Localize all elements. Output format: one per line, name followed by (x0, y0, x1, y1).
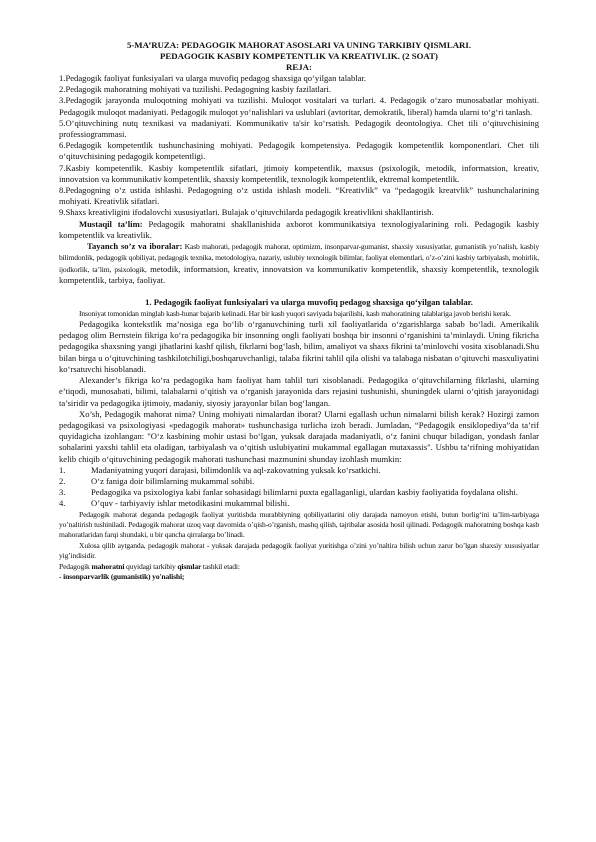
paragraph-alexander: Alexander’s fikriga ko‘ra pedagogika ham faoliyat ham tahlil turi xisoblanadi. Pedagogika o‘qituvchilarning fikrlashi, ularning e’tiqodi, munosabati, bilimi, talabalarni o‘qitish va o‘rganish jarayonida dars rejasini tushunishi, shuningdek ularni o‘qitish jarayonidagi ta’siridir va pedagogika ijtimoiy, madaniy, siyosiy jarayonlar bilan bog‘langan. (59, 375, 539, 408)
plan-item-5: 5.O‘qituvchining nutq texnikasi va madaniyati. Kommunikativ ta'sir ko‘rsatish. Pedagogik deontologiya. Chet tili o‘qituvchisining professiogrammasi. (59, 117, 539, 140)
keywords-paragraph (59, 241, 539, 286)
lecture-title-line-1: 5-MA’RUZA: PEDAGOGIK MAHORAT ASOSLARI VA UNING TARKIBIY QISMLARI. (126, 40, 472, 50)
independent-study-label: Mustaqil ta’lim: (79, 218, 143, 229)
paragraph-pedagogika: Pedagogika kontekstlik ma’nosiga ega bo‘lib o‘rganuvchining turli xil faoliyatlarida o‘zgarishlarga sabab bo‘ladi. Amerikalik pedagog olim Bernstein fikriga ko‘ra pedagogika bir insonning ongli faoliyati boshqa bir insonni o‘rganishini ta’minlaydi. Uning fikricha pedagogika shaxsning yangi jihatlarini kashf qilish, fikrlarni bog‘lash, bilim, amaliyot va shaxs fikrini ta’minlovchi vosita xisoblanadi.Shu bilan birga u o‘qituvchining tashkilotchiligi,boshqaruvchanligi, talaba fikrini tahlil qila olishi va talabaga nisbatan o‘qituvchi masxuliyatini ko‘rsatuvchi hisoblanadi. (59, 319, 539, 374)
independent-study-paragraph (59, 219, 539, 241)
plan-item-1: 1.Pedagogik faoliyat funksiyalari va ularga muvofiq pedagog shaxsiga qo‘yilgan talablar. (59, 73, 366, 83)
document-page (59, 40, 539, 582)
plan-item-2: 2.Pedagogik mahoratning mohiyati va tuzilishi. Pedagogning kasbiy fazilatlari. (59, 84, 332, 95)
plan-item-3: 3.Pedagogik jarayonda muloqotning mohiyati va tuzilishi. Muloqot vositalari va turlari. 4. Pedagogik o‘zaro munosabatlar mohiyati. Pedagogik muloqot madaniyati. Pedagogik muloqot yo‘nalishlari va uslublari (avtoritar, demokratik, liberal) hamda ularni to‘g‘ri tanlash. (59, 95, 539, 117)
plan-item-9: 9.Shaxs kreativligini ifodalovchi xususiyatlari. Bulajak o‘qituvchilarda pedagogik kreativlikni shakllantirish. (59, 207, 434, 218)
plan-heading: REJA: (286, 62, 312, 72)
paragraph-insoniyat: Insoniyat tomonidan minglab kasb-hunar bajarib kelinadi. Har bir kasb yuqori saviyada bajarilishi, kasb mahoratining talablariga javob berishi kerak. (79, 308, 511, 318)
list-item: 1. Madaniyatning yuqori darajasi, bilimdonlik va aql-zakovatning yuksak ko‘rsatkichi. (59, 464, 381, 475)
plan-item-7: 7.Kasbiy kompetentlik. Kasbiy kompetentlik sifatlari, jtimoiy kompetentlik, maxsus (psixologik, metodik, informatsion, kreativ, innovatsion va kommunikativ kompetentlik, shaxsiy kompetentlik, texnologik kompetentlik, ektremal kompetentlik. (59, 162, 539, 184)
plan-item-8: 8.Pedagogning o‘z ustida ishlashi. Pedagogning o‘z ustida ishlash modeli. “Kreativlik” va “pedagogik kreatvlik” tushunchalarining mohiyati. Kreativlik sifatlari. (59, 185, 539, 207)
keywords-text: metodik, informatsion, kreativ, innovatsion va kommunikativ kompetentlik, shaxsiy kompetentlik, texnologik kompetentlik, tarbiya, faoliyat. (59, 263, 539, 286)
list-item: 4. O’quv - tarbiyaviy ishlar metodikasini mukammal bilishi. (59, 498, 290, 509)
list-item: 3. Pedagogika va psixologiya kabi fanlar sohasidagi bilimlarni puxta egallaganligi, ulardan kasbiy faoliyatida foydalana olishi. (59, 487, 518, 498)
plan-item-6: 6.Pedagogik kompetentlik tushunchasining mohiyati. Pedagogik kompetensiya. Pedagogik kompetentlik komponentlari. Chet tili o‘qituvchisining pedagogik kompetentligi. (59, 140, 539, 162)
section-1-heading: 1. Pedagogik faoliyat funksiyalari va ularga muvofiq pedagog shaxsiga qo‘yilgan talablar. (145, 297, 473, 308)
last-list-item: - insonparvarlik (gumanistik) yo'nalishi; (59, 571, 185, 581)
list-item: 2. O‘z faniga doir bilimlarning mukammal sohibi. (59, 475, 255, 486)
keywords-text-condensed: Kasb mahorati, pedagogik mahorat, optimizm, insonparvar-gumanist, shaxsiy xususiyatlar, gumanistik yo’nalish, kasbiy bilimdonlik, pedagogik qobiliyat, pedagogik texnika, metodologiya, nazariy, uslubiy texnologik bilimlar, faoliyat elementlari, o’z-o’zini kasbiy tarbiyalash, mohirlik, ijodkorlik, ta’lim, psixologik, (59, 242, 539, 274)
paragraph-xulosa: Xulosa qilib aytganda, pedagogik mahorat - yuksak darajada pedagogik faoliyat yuritishga o’zini yo’naltira bilish uchun zarur bo’lgan shaxsiy xususiyatlar yig’indisidir. (59, 540, 539, 561)
paragraph-tarkibiy-qismlar: Pedagogik mahoratni quyidagi tarkibiy qismlar tashkil etadi: (59, 561, 240, 571)
paragraph-pedagogik-mahorat-nima: Xo’sh, Pedagogik mahorat nima? Uning mohiyati nimalardan iborat? Ularni egallash uchun nimalarni bilish kerak? Hozirgi zamon pedagogikasi va psixologiyasi «pedagogik mahorat» tushunchasiga turlicha izoh beradi. Jumladan, “Pedagogik ensiklopediya”da ta’rif quyidagicha izohlangan: "O‘z kasbining mohir ustasi bo‘lgan, yuksak darajada madaniyatli, o‘z fanini chuqur biladigan, yondash fanlar sohalarini yaxshi tahlil eta oladigan, tarbiyalash va o‘qitish uslubiyatini mukammal egallagan mutaxassis". Ushbu ta’rifning mohiyatidan kelib chiqib o‘qituvchining pedagogik mahorati tushunchasi mazmunini shunday izohlash mumkin: (59, 408, 539, 464)
paragraph-pedagogik-mahorat-deganda: Pedagogik mahorat deganda pedagogik faoliyat yuritishda murabbiyning qobiliyatlarini oliy darajada namoyon etishi, butun borlig‘ini ta’lim-tarbiyaga yo’naltirish tushiniladi. Pedagogik mahorat uzoq vaqt davomida o’qish-o’rganish, mashq qilish, tajribalar asosida hosil qilinadi. Pedagogik mahoratning boshqa kasb mahoratlaridan farqi shundaki, u bir qancha qirralarga bo’linadi. (59, 509, 539, 540)
independent-study-text: Pedagogik mahoratni shakllanishida axborot kommunikatsiya texnologiyalarining roli. Pedagogik kasbiy kompetentlik va kreativlik. (59, 218, 540, 240)
lecture-title-line-2: PEDAGOGIK KASBIY KOMPETENTLIK VA KREATIVLIK. (2 SOAT) (160, 51, 438, 61)
keywords-label: Tayanch so’z va iboralar: (87, 241, 183, 252)
